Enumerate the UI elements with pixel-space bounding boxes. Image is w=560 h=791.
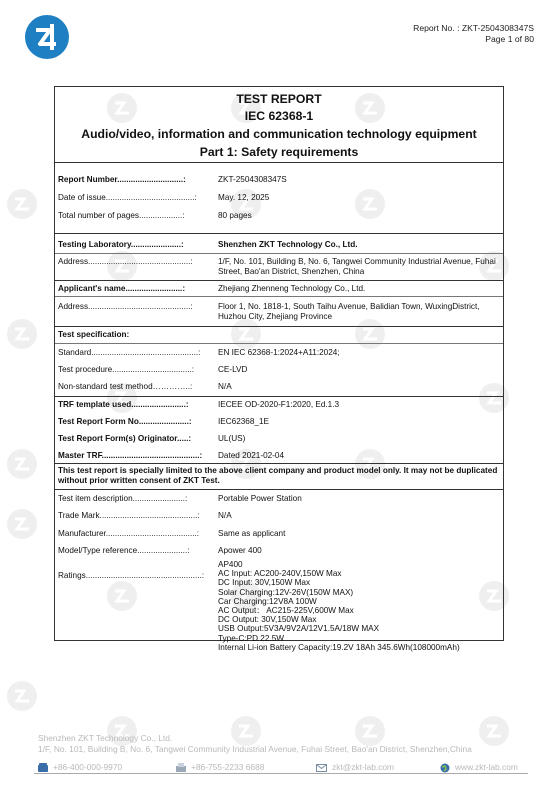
value: N/A [218,382,232,391]
footer-fax [176,762,264,772]
label: Non-standard test method…………..: [58,382,193,391]
divider [55,396,503,397]
divider [55,343,503,344]
label: Trade Mark...........................................: [58,511,200,520]
divider [55,233,503,234]
value: Zhejiang Zhenneng Technology Co., Ltd. [218,284,366,293]
label: Date of issue.......................................: [58,193,197,202]
ratings-line: Car Charging:12V8A 100W [218,596,317,606]
divider [55,296,503,297]
divider [55,253,503,254]
value: IECEE OD-2020-F1:2020, Ed.1.3 [218,400,340,409]
report-no: Report No. : ZKT-2504308347S [413,23,534,33]
label: Test Report Form(s) Originator.....: [58,434,192,443]
value: IEC62368_1E [218,417,269,426]
ratings-line: Internal Li-ion Battery Capacity:19.2V 18Ah 345.6Wh(108000mAh) [218,642,460,652]
label: Manufacturer........................................: [58,529,200,538]
ratings-line: AC Input: AC200-240V,150W Max [218,569,342,579]
footer [38,733,472,754]
value: Dated 2021-02-04 [218,451,285,460]
divider [55,280,503,281]
label: Address.............................................: [58,257,193,266]
email-icon [316,764,327,772]
label: Test item description.......................: [58,494,188,503]
footer-divider [34,773,528,774]
title-scope: Audio/video, information and communication technology equipment [81,127,477,141]
phone-number: +86-400-000-9970 [53,762,123,772]
ratings-list [218,560,500,652]
footer-email [316,762,394,772]
fax-icon [176,763,186,772]
value: Shenzhen ZKT Technology Co., Ltd. [218,240,358,249]
value: UL(US) [218,434,246,443]
report-frame [54,86,504,652]
label: Report Number.............................: [58,175,186,184]
label: Ratings...................................................: [58,571,205,580]
copyright-notice: This test report is specially limited to the above client company and product model only. It may not be duplicated without prior written consent of ZKT Test. [58,466,498,485]
ratings-line: AC Output： AC215-225V,600W Max [218,606,354,616]
divider [55,162,503,163]
value: Apower 400 [218,546,262,555]
value: Same as applicant [218,529,286,538]
phone-icon [38,763,48,772]
label: Applicant's name.........................: [58,284,186,293]
label: Standard...............................................: [58,348,201,357]
footer-phone [38,762,122,772]
divider [55,489,503,490]
value: EN IEC 62368-1:2024+A11:2024; [218,348,340,357]
label: Test specification: [58,330,130,339]
value: ZKT-2504308347S [218,175,287,184]
label: Test Report Form No......................: [58,417,192,426]
ratings-line: USB Output:5V3A/9V2A/12V1.5A/18W MAX [218,624,380,634]
ratings-line: Type-C:PD 22.5W [218,633,284,643]
website: www.zkt-lab.com [455,762,518,772]
title-standard: IEC 62368-1 [244,109,314,123]
footer-web [440,762,518,773]
email-address: zkt@zkt-lab.com [332,762,395,772]
value: Floor 1, No. 1818-1, South Taihu Avenue, Balidian Town, WuxingDistrict, Huzhou City, Zhejiang Province [218,302,480,321]
label: Testing Laboratory......................: [58,240,184,249]
footer-address: 1/F, No. 101, Building B, No. 6, Tangwei Community Industrial Avenue, Fuhai Street, Bao'an District, Shenzhen,China [38,743,472,754]
value: Portable Power Station [218,494,302,503]
watermark-logo [6,680,38,712]
ratings-line: DC Output: 30V,150W Max [218,615,317,625]
globe-icon [440,763,450,773]
title-test-report: TEST REPORT [236,92,322,106]
divider [55,326,503,327]
watermark-logo [6,188,38,220]
footer-company: Shenzhen ZKT Technology Co., Ltd. [38,733,173,743]
ratings-line: Solar Charging:12V-26V(150W MAX) [218,587,354,597]
label: Model/Type reference......................: [58,546,190,555]
divider [55,463,503,464]
value: 1/F, No. 101, Building B, No. 6, Tangwei Community Industrial Avenue, Fuhai Street, Bao'an District, Shenzhen, China [218,257,496,276]
watermark-logo [6,448,38,480]
label: Master TRF...........................................: [58,451,203,460]
title-part: Part 1: Safety requirements [199,145,359,159]
watermark-logo [478,715,510,747]
ratings-line: AP400 [218,560,243,569]
watermark-logo [6,508,38,540]
fax-number: +86-755-2233 6688 [191,762,265,772]
watermark-logo [6,318,38,350]
ratings-line: DC Input: 30V,150W Max [218,578,311,588]
label: Address.............................................: [58,302,193,311]
company-logo [24,14,70,60]
report-header [413,23,534,45]
value: CE-LVD [218,365,248,374]
label: TRF template used........................: [58,400,189,409]
value: 80 pages [218,211,252,220]
label: Total number of pages...................: [58,211,185,220]
value: N/A [218,511,232,520]
page-number: Page 1 of 80 [485,34,534,44]
value: May. 12, 2025 [218,193,270,202]
label: Test procedure...................................: [58,365,195,374]
